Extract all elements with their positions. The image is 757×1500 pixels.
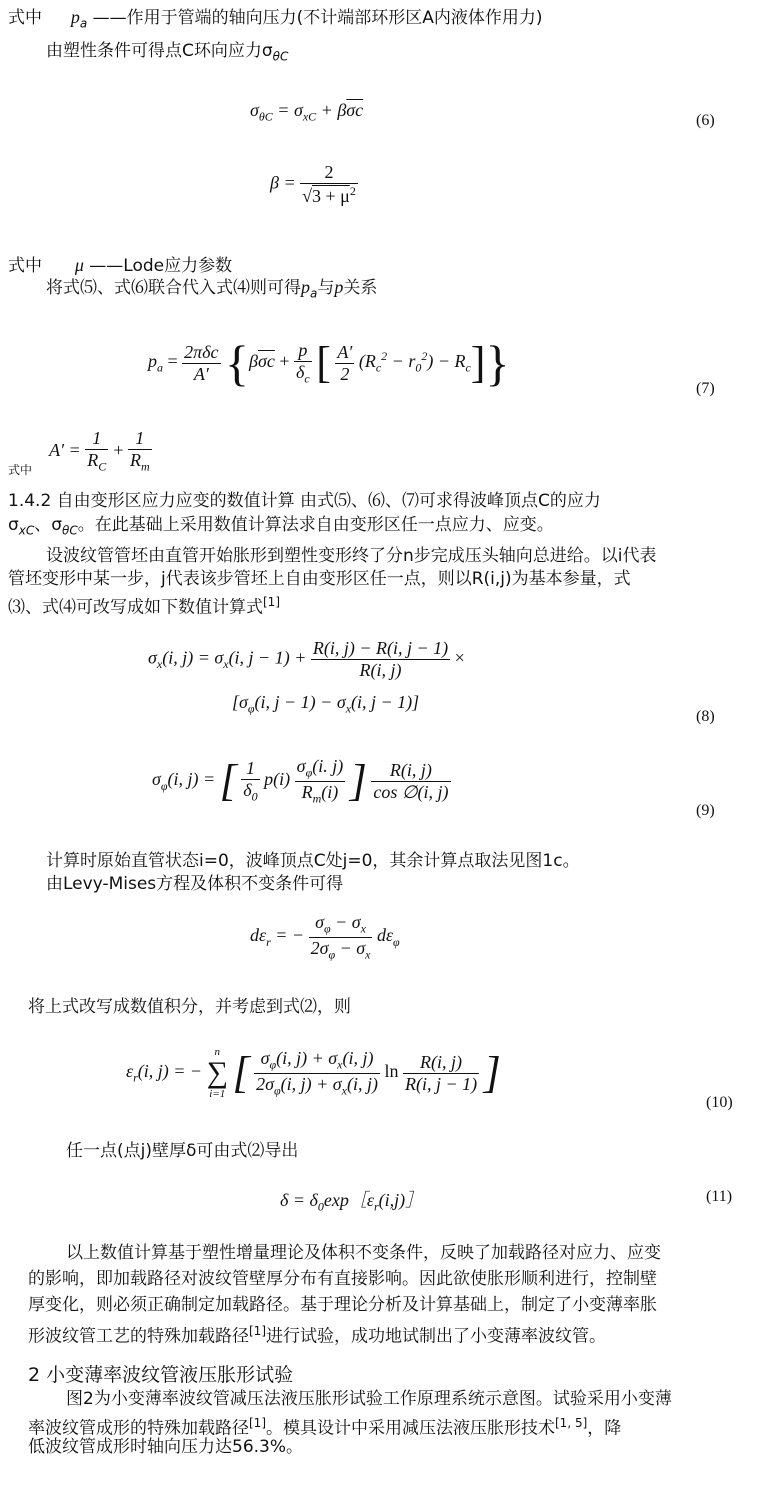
levy-num-a-sub: φ bbox=[323, 921, 331, 936]
eq6-sigma-bar: $\overline{\sigma c}$ bbox=[346, 100, 364, 120]
section-1-4-2-heading: 1.4.2 自由变形区应力应变的数值计算 由式⑸、⑹、⑺可求得波峰顶点C的应力 bbox=[8, 491, 601, 511]
equation-10-number: (10) bbox=[706, 1094, 733, 1111]
fig2-line-1: 图2为小变薄率波纹管减压法液压胀形试验工作原理系统示意图。试验采用小变薄 bbox=[66, 1389, 672, 1409]
eq9-d1-sub: 0 bbox=[251, 789, 258, 804]
levy-num-b-sub: x bbox=[360, 921, 366, 936]
fig2-line-2-c: ，降 bbox=[587, 1418, 622, 1439]
prefix-label: 式中 bbox=[8, 462, 33, 477]
rewrite-line: 将上式改写成数值积分，并考虑到式⑵，则 bbox=[28, 997, 351, 1017]
initial-state-line: 计算时原始直管状态i=0，波峰顶点C处j=0，其余计算点取法见图1c。 bbox=[46, 851, 580, 871]
eq9-d2: R bbox=[301, 781, 313, 802]
equation-9 bbox=[152, 756, 451, 806]
eq10-rnum: R(i, j) bbox=[403, 1052, 479, 1074]
eq7-frac-3 bbox=[335, 342, 354, 385]
eq11-exp-sub: r bbox=[373, 1199, 379, 1214]
eq10-lhs: ε bbox=[126, 1061, 134, 1082]
eq10-sum-top: n bbox=[214, 1046, 220, 1058]
prefix-label: 式中 bbox=[8, 8, 42, 28]
eq6-lhs-sub: θC bbox=[258, 109, 273, 124]
equation-beta bbox=[270, 162, 358, 207]
eq9-frac-1 bbox=[241, 758, 259, 805]
eq7-left-bracket: [ bbox=[316, 338, 331, 387]
levy-mises-line: 由Levy-Mises方程及体积不变条件可得 bbox=[46, 874, 344, 894]
aprime-plus: + bbox=[113, 439, 128, 460]
eq10-sum-bot: i=1 bbox=[209, 1088, 226, 1100]
eq7-rc: R bbox=[364, 351, 376, 372]
eq9-left-bracket: [ bbox=[219, 756, 237, 806]
eq10-den: 2σ bbox=[256, 1073, 274, 1094]
equation-8-line1 bbox=[148, 638, 465, 681]
eq11-lhs: δ = δ bbox=[280, 1190, 318, 1210]
eq7-left-brace: { bbox=[225, 335, 250, 391]
eq6-lhs: σ bbox=[250, 100, 259, 120]
eq7-p-den-sub: c bbox=[304, 371, 310, 386]
levy-tail: dε bbox=[376, 925, 394, 946]
equation-8-number: (8) bbox=[696, 708, 715, 725]
eq8-a2-sub: x bbox=[223, 657, 229, 672]
levy-den-a-sub: φ bbox=[328, 947, 336, 962]
eq9-lhs: σ bbox=[152, 769, 161, 790]
levy-lhs-sub: r bbox=[266, 934, 271, 949]
eq9-d3: cos ∅(i, j) bbox=[373, 781, 449, 802]
eq7-beta: β bbox=[249, 351, 258, 372]
combine-pa-sub: a bbox=[310, 286, 318, 301]
eq7-equals: = bbox=[163, 351, 183, 372]
eq7-den: A′ bbox=[193, 363, 209, 384]
eq10-den-mid: (i, j) + σ bbox=[280, 1073, 342, 1094]
eq7-r0: r bbox=[408, 351, 416, 372]
beta-den-sup: 2 bbox=[349, 184, 356, 198]
sigma-xc: σ bbox=[8, 515, 19, 535]
eq9-frac-2 bbox=[295, 756, 346, 806]
eq6-plus-beta: + β bbox=[316, 100, 347, 120]
prefix-label: 式中 bbox=[8, 256, 42, 276]
summary-line-4-b: 进行试验，成功地试制出了小变薄率波纹管。 bbox=[266, 1326, 606, 1347]
equation-6 bbox=[250, 100, 363, 125]
eq7-lhs-sub: a bbox=[157, 360, 163, 375]
levy-den-b: − σ bbox=[335, 937, 366, 958]
setup-line-1: 设波纹管管坯由直管开始胀形到塑性变形终了分n步完成压头轴向总进给。以i代表 bbox=[46, 546, 657, 566]
eq9-n2-args: (i. j) bbox=[312, 756, 344, 776]
eq7-rc-sub: c bbox=[375, 360, 382, 375]
eq11-end: (i,j)］ bbox=[378, 1190, 424, 1210]
equation-11 bbox=[280, 1186, 423, 1215]
eq6-equals: = σ bbox=[272, 100, 303, 120]
citation-ref: [1] bbox=[263, 595, 280, 609]
sigma-xc-sub: xC bbox=[18, 523, 35, 538]
eq10-fraction-1 bbox=[254, 1048, 380, 1098]
eq7-p-den: δ bbox=[296, 361, 305, 382]
levy-lhs: dε bbox=[250, 925, 267, 946]
eq8-num: R(i, j) − R(i, j − 1) bbox=[312, 638, 449, 658]
eq10-lhs-sub: r bbox=[133, 1070, 138, 1085]
thickness-line: 任一点(点j)壁厚δ可由式⑵导出 bbox=[66, 1141, 299, 1161]
eq7-a-num: A′ bbox=[337, 341, 353, 362]
levy-den-a: 2σ bbox=[310, 937, 329, 958]
eq8-lhs: σ bbox=[148, 647, 157, 668]
aprime-n2: 1 bbox=[128, 428, 152, 450]
eq9-pi: p(i) bbox=[264, 769, 291, 790]
mu-description: ——Lode应力参数 bbox=[89, 256, 233, 276]
section-2-heading: 2 小变薄率波纹管液压胀形试验 bbox=[28, 1364, 294, 1386]
mu-symbol: μ bbox=[74, 255, 84, 275]
aprime-d2: R bbox=[129, 450, 141, 470]
eq8-fraction bbox=[311, 638, 450, 681]
aprime-d2-sub: m bbox=[140, 459, 150, 474]
setup-line-2: 管坯变形中某一步，j代表该步管坯上自由变形区任一点，则以R(i,j)为基本参量，式 bbox=[8, 569, 631, 589]
aprime-n1: 1 bbox=[85, 428, 108, 450]
eq10-num: σ bbox=[260, 1047, 270, 1068]
pa-description: ——作用于管端的轴向压力(不计端部环形区A内液体作用力) bbox=[92, 8, 543, 28]
eq10-num-sub: φ bbox=[269, 1057, 277, 1072]
eq7-right-bracket: ] bbox=[470, 338, 486, 387]
setup-line-3-text: ⑶、式⑷可改写成如下数值计算式 bbox=[8, 597, 263, 618]
eq9-d2-sub: m bbox=[312, 791, 322, 806]
levy-num-a: σ bbox=[315, 912, 324, 932]
sigma-thetac: 、σ bbox=[34, 515, 63, 535]
equation-10 bbox=[126, 1046, 501, 1100]
eq8-lhs-sub: x bbox=[156, 657, 163, 672]
eq8-args2: (i, j − 1) + bbox=[228, 647, 311, 668]
eq7-num: 2πδc bbox=[184, 341, 219, 362]
combine-pa: p bbox=[301, 277, 310, 297]
eq7-rc2: R bbox=[454, 351, 466, 372]
eq7-sigma-bar: $\overline{\sigma c}$ bbox=[258, 351, 275, 372]
eq7-frac-1 bbox=[182, 342, 220, 385]
eq7-radius-term: $(R_c^2 - r_0^2) - R_c$ bbox=[358, 349, 471, 375]
eq10-den-sub2: x bbox=[341, 1083, 347, 1098]
equation-aprime bbox=[8, 428, 152, 481]
eq8-l2-mid: (i, j − 1) − σ bbox=[254, 692, 346, 712]
equation-7 bbox=[148, 335, 510, 391]
eq7-frac-2 bbox=[294, 340, 312, 387]
eq10-fraction-2 bbox=[403, 1052, 479, 1095]
fig2-line-3: 低波纹管成形时轴向压力达56.3%。 bbox=[28, 1437, 304, 1457]
combine-end: 关系 bbox=[343, 278, 378, 298]
section-1-4-2-line2 bbox=[8, 514, 554, 541]
equation-6-number: (6) bbox=[696, 112, 715, 129]
beta-fraction bbox=[300, 162, 358, 207]
eq9-n2: σ bbox=[296, 756, 306, 776]
plastic-condition-line bbox=[46, 40, 288, 67]
eq9-args: (i, j) = bbox=[167, 769, 220, 790]
levy-tail-sub: φ bbox=[393, 934, 400, 949]
eq10-num-mid: (i, j) + σ bbox=[276, 1047, 338, 1068]
pa-subscript: a bbox=[79, 16, 88, 31]
eq10-num-end: (i, j) bbox=[342, 1047, 374, 1068]
pa-definition-line bbox=[8, 6, 542, 34]
eq10-left-bracket: [ bbox=[232, 1048, 250, 1097]
levy-num-b: − σ bbox=[330, 912, 361, 932]
eq10-rden: R(i, j − 1) bbox=[404, 1073, 478, 1094]
aprime-frac-2 bbox=[128, 428, 152, 475]
eq10-ln: ln bbox=[384, 1061, 403, 1082]
eq9-frac-3 bbox=[371, 760, 450, 803]
section-1-4-2-text: 。在此基础上采用数值计算法求自由变形区任一点应力、应变。 bbox=[77, 515, 554, 535]
eq9-d2-args: (i) bbox=[321, 781, 339, 802]
levy-equals: = − bbox=[270, 925, 309, 946]
combine-text: 将式⑸、式⑹联合代入式⑷则可得 bbox=[46, 278, 301, 298]
eq7-a-den: 2 bbox=[340, 363, 350, 384]
equation-11-number: (11) bbox=[706, 1188, 733, 1205]
eq9-d1: δ bbox=[243, 779, 252, 800]
eq7-right-brace: } bbox=[485, 335, 510, 391]
eq9-n3: R(i, j) bbox=[371, 760, 450, 782]
mu-definition-line bbox=[8, 254, 232, 277]
aprime-frac-1 bbox=[85, 428, 108, 475]
combine-mid: 与 bbox=[317, 278, 335, 298]
eq8-l2-start: [σ bbox=[232, 692, 248, 712]
summary-line-2: 的影响，即加载路径对波纹管壁厚分布有直接影响。因此欲使胀形顺利进行，控制壁 bbox=[28, 1269, 657, 1289]
eq10-summation: n ∑ i=1 bbox=[206, 1046, 228, 1100]
eq9-lhs-sub: φ bbox=[160, 778, 168, 793]
beta-denominator: $√3 + \mu^2$ bbox=[302, 184, 356, 206]
combine-line bbox=[46, 276, 377, 304]
levy-den-b-sub: x bbox=[365, 947, 371, 962]
summary-line-1: 以上数值计算基于塑性增量理论及体积不变条件，反映了加载路径对应力、应变 bbox=[66, 1243, 661, 1263]
eq7-rc2-sub: c bbox=[465, 360, 471, 375]
eq8-l2-end: (i, j − 1)] bbox=[351, 692, 420, 712]
eq7-plus: + bbox=[274, 351, 295, 372]
eq9-n2-sub: φ bbox=[305, 765, 313, 780]
eq10-args: (i, j) = − bbox=[137, 1061, 203, 1082]
combine-p: p bbox=[334, 277, 344, 297]
fig2-line-2-a: 率波纹管成形的特殊加载路径 bbox=[28, 1418, 249, 1439]
aprime-lhs: A′ = bbox=[49, 439, 86, 460]
eq11-exp: exp［ε bbox=[323, 1190, 374, 1210]
eq9-right-bracket: ] bbox=[349, 756, 367, 806]
eq10-right-bracket: ] bbox=[483, 1048, 501, 1097]
eq8-den: R(i, j) bbox=[359, 660, 402, 680]
beta-lhs: β = bbox=[270, 172, 301, 193]
eq8-l2-sub2: x bbox=[345, 701, 352, 716]
eq8-args: (i, j) = σ bbox=[162, 647, 224, 668]
eq10-num-sub2: x bbox=[337, 1057, 343, 1072]
plastic-condition-text: 由塑性条件可得点C环向应力σ bbox=[46, 41, 273, 61]
beta-numerator: 2 bbox=[300, 162, 358, 184]
pa-symbol: p bbox=[70, 7, 80, 27]
eq9-n1: 1 bbox=[241, 758, 259, 780]
equation-levy bbox=[250, 912, 400, 962]
setup-line-3 bbox=[8, 589, 280, 621]
aprime-d1-sub: C bbox=[98, 459, 107, 474]
citation-ref: [1] bbox=[249, 1416, 266, 1430]
summary-line-4-a: 形波纹管工艺的特殊加载路径 bbox=[28, 1326, 249, 1347]
sigma-thetac-sub: θC bbox=[62, 523, 78, 538]
eq11-sub: 0 bbox=[317, 1199, 324, 1214]
eq10-den-sub: φ bbox=[273, 1083, 281, 1098]
summary-line-4 bbox=[28, 1318, 606, 1350]
levy-fraction bbox=[309, 912, 373, 962]
citation-ref: [1, 5] bbox=[555, 1416, 588, 1430]
equation-9-number: (9) bbox=[696, 802, 715, 819]
beta-den-text: 3 + μ bbox=[312, 186, 350, 206]
equation-7-number: (7) bbox=[696, 380, 715, 397]
summary-line-3: 厚变化，则必须正确制定加载路径。基于理论分析及计算基础上，制定了小变薄率胀 bbox=[28, 1295, 657, 1315]
fig2-line-2-b: 。模具设计中采用减压法液压胀形技术 bbox=[266, 1418, 555, 1439]
eq6-mid-sub: xC bbox=[302, 109, 317, 124]
eq7-p-num: p bbox=[294, 340, 312, 362]
citation-ref: [1] bbox=[249, 1324, 266, 1338]
eq10-den-end: (i, j) bbox=[346, 1073, 378, 1094]
eq8-l2-sub: φ bbox=[247, 701, 255, 716]
sigma-theta-c-subscript: θC bbox=[272, 49, 289, 64]
eq8-times: × bbox=[454, 647, 465, 668]
equation-8-line2 bbox=[232, 692, 419, 717]
aprime-d1: R bbox=[87, 450, 99, 470]
eq7-lhs: p bbox=[148, 351, 157, 372]
eq7-r0-sub: 0 bbox=[415, 360, 422, 375]
